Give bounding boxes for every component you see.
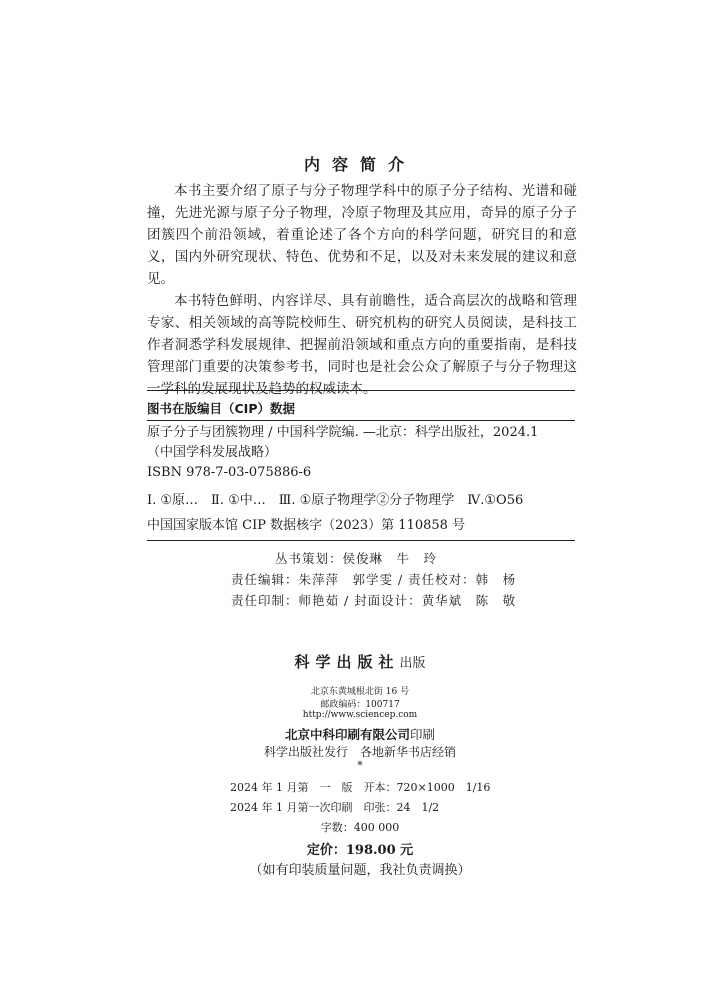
cip-bottom-rule [147,540,575,541]
cip-line1: 原子分子与团簇物理 / 中国科学院编. —北京：科学出版社，2024.1 [147,425,539,440]
publisher-logo-text: 科学出版社 [294,653,400,671]
spec-word-count: 字数：400 000 [320,821,400,834]
spec-printing: 2024 年 1 月第一次印刷 印张：24 1/2 [230,801,440,814]
price-value: 198.00 元 [345,843,414,858]
cip-isbn: ISBN 978-7-03-075886-6 [147,465,312,480]
distribution-line: 科学出版社发行 各地新华书店经销 [263,745,456,759]
cip-series: （中国学科发展战略） [147,445,278,460]
cip-heading: 图书在版编目（CIP）数据 [147,401,295,416]
printer-line [0,724,720,743]
publisher-suffix: 出版 [399,656,426,671]
price-label: 定价： [306,843,346,858]
staff-print-design: 责任印制：师艳茹 / 封面设计：黄华斌 陈 敬 [231,593,517,608]
publisher-line [0,651,720,672]
separator-star: * [357,759,363,772]
cip-classification: Ⅰ. ①原… Ⅱ. ①中… Ⅲ. ①原子物理学②分子物理学 Ⅳ.①O56 [147,493,524,508]
cip-record: 中国国家版本馆 CIP 数据核字（2023）第 110858 号 [147,518,466,533]
cip-heading-rule [147,420,575,421]
printer-name: 北京中科印刷有限公司 [284,727,410,742]
summary-paragraph-1: 本书主要介绍了原子与分子物理学科中的原子分子结构、光谱和碰撞，先进光源与原子分子物理，冷原子物理及其应用，奇异的原子分子团簇四个前沿领域，着重论述了各个方向的科学问题，研究目的和意义，国内外研究现状、特色、优势和不足，以及对未来发展的建议和意见。 [147,183,577,287]
staff-editors: 责任编辑：朱萍萍 郭学雯 / 责任校对：韩 杨 [231,572,517,587]
spec-edition: 2024 年 1 月第 一 版 开本：720×1000 1/16 [230,781,491,794]
publisher-postcode: 邮政编码：100717 [320,700,400,710]
price-line [0,839,720,858]
staff-planners: 丛书策划：侯俊琳 牛 玲 [275,551,438,566]
printer-suffix: 印刷 [410,727,436,742]
summary-body [147,180,577,400]
quality-notice: （如有印装质量问题，我社负责调换） [249,863,471,878]
summary-title: 内容简介 [303,155,416,174]
cip-top-rule [147,390,575,391]
publisher-url: http://www.sciencep.com [302,710,418,720]
summary-paragraph-2: 本书特色鲜明、内容详尽、具有前瞻性，适合高层次的战略和管理专家、相关领域的高等院校师生、研究机构的研究人员阅读，是科技工作者洞悉学科发展规律、把握前沿领域和重点方向的重要指南，是科技管理部门重要的决策参考书，同时也是社会公众了解原子与分子物理这一学科的发展现状及趋势的权威读本。 [147,293,577,397]
publisher-address: 北京东黄城根北街 16 号 [310,687,410,697]
